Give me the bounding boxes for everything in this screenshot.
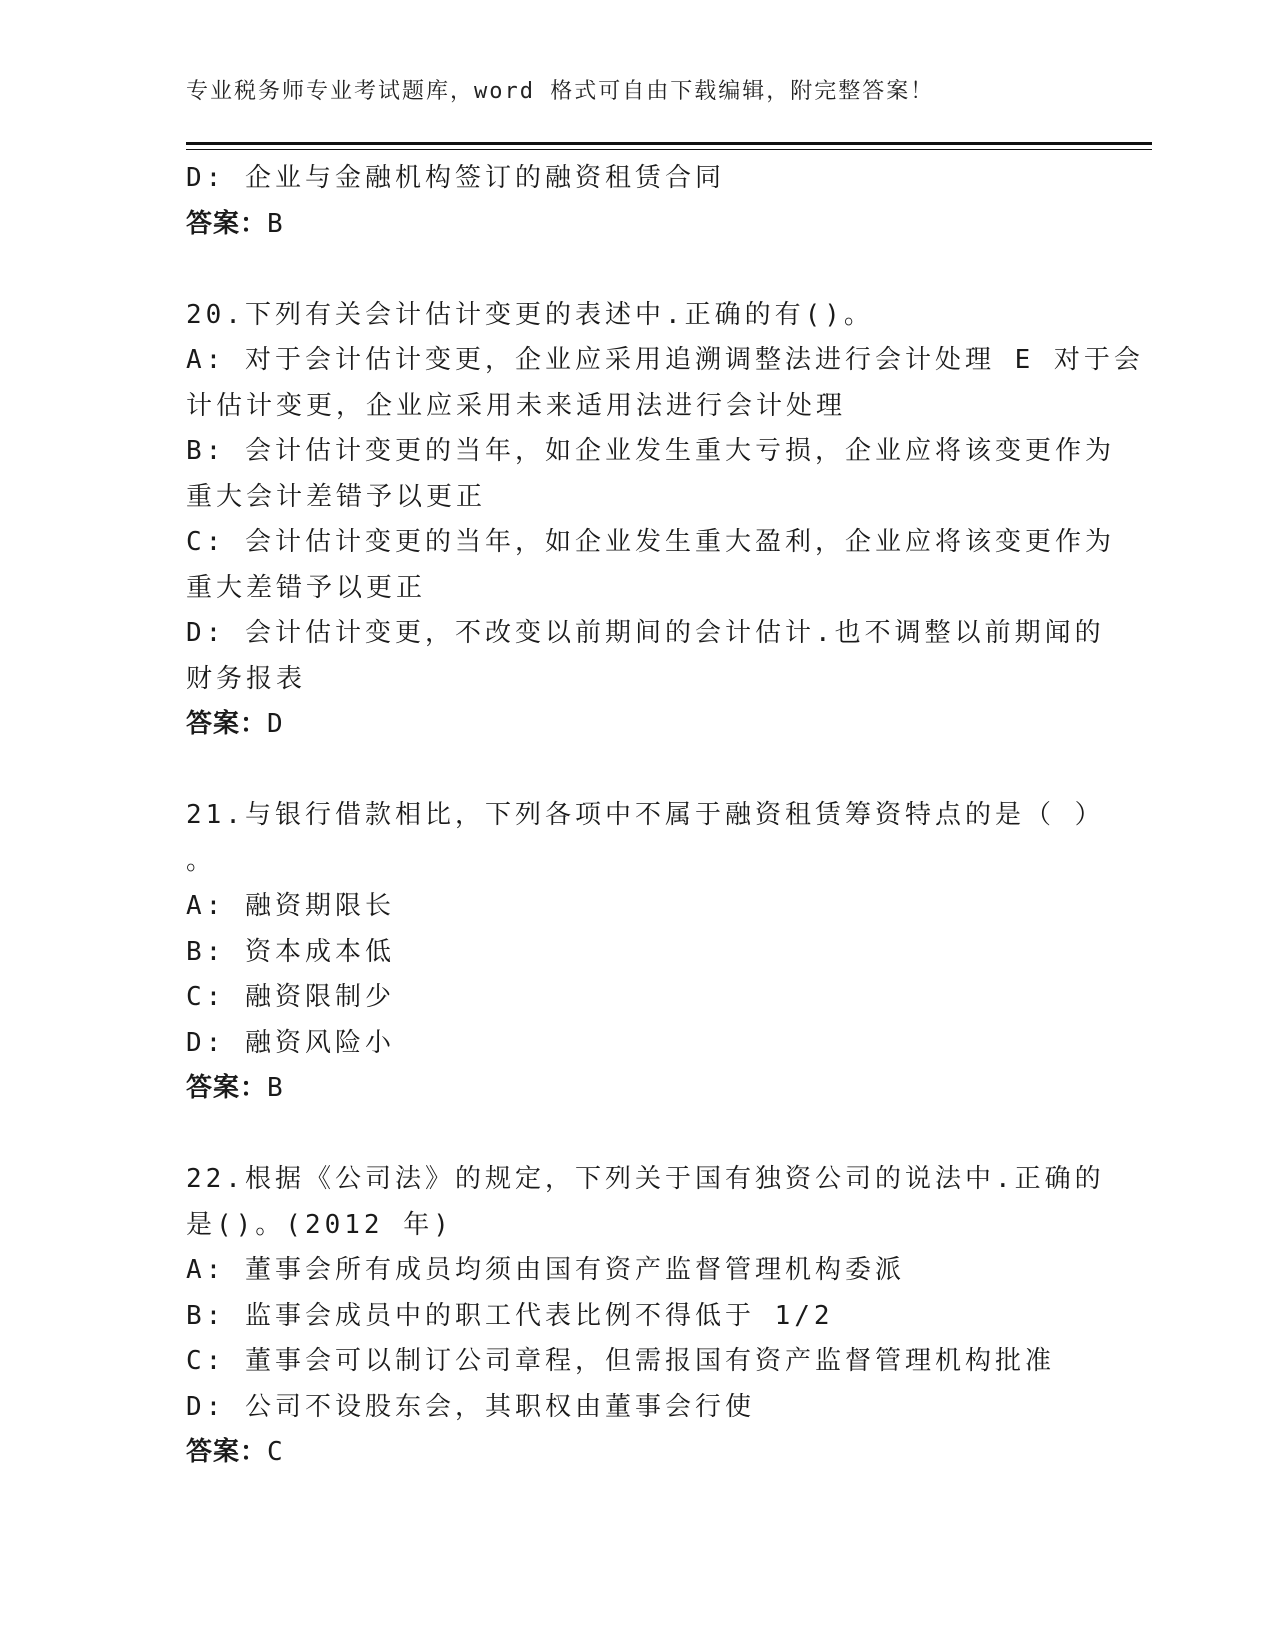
spacer (186, 247, 1086, 293)
q19-option-d: D: 企业与金融机构签订的融资租赁合同 (186, 163, 725, 193)
answer-value: C (267, 1437, 284, 1467)
answer-value: B (267, 208, 284, 239)
q19-answer (186, 202, 1086, 248)
answer-label: 答案： (186, 709, 268, 739)
question-content (186, 156, 1144, 1476)
q20-option-c-cont: 重大差错予以更正 (186, 572, 427, 603)
answer-label: 答案： (186, 1073, 268, 1103)
answer-value: B (267, 1073, 284, 1103)
q21-option-b: B: 资本成本低 (186, 936, 395, 967)
q21-option-a: A: 融资期限长 (186, 891, 395, 921)
answer-label: 答案： (186, 1437, 268, 1467)
header-rule-thick (186, 142, 1152, 145)
q20-option-c: C: 会计估计变更的当年，如企业发生重大盈利，企业应将该变更作为 (186, 527, 1115, 557)
q22-option-c: C: 董事会可以制订公司章程，但需报国有资产监督管理机构批准 (186, 1346, 1055, 1376)
q21-option-c: C: 融资限制少 (186, 982, 395, 1012)
q21-stem: 21.与银行借款相比，下列各项中不属于融资租赁筹资特点的是（ ） (186, 800, 1105, 830)
spacer (186, 1112, 1086, 1158)
q22-stem-cont: 是()。(2012 年) (186, 1209, 453, 1240)
q20-option-a-cont: 计估计变更，企业应采用未来适用法进行会计处理 (186, 390, 847, 421)
answer-value: D (267, 709, 284, 739)
spacer (186, 748, 1086, 794)
q20-option-d: D: 会计估计变更，不改变以前期间的会计估计.也不调整以前期闻的 (186, 618, 1105, 648)
q20-option-a: A: 对于会计估计变更，企业应采用追溯调整法进行会计处理 E 对于会 (186, 345, 1144, 375)
answer-label: 答案： (186, 208, 268, 239)
q21-answer (186, 1066, 1086, 1112)
q20-option-b-cont: 重大会计差错予以更正 (186, 481, 487, 512)
q21-option-d: D: 融资风险小 (186, 1027, 395, 1058)
q22-option-b: B: 监事会成员中的职工代表比例不得低于 1/2 (186, 1300, 834, 1331)
q22-option-a: A: 董事会所有成员均须由国有资产监督管理机构委派 (186, 1255, 905, 1285)
q21-stem-cont: 。 (186, 845, 217, 876)
header-rule-thin (186, 149, 1152, 150)
q20-option-d-cont: 财务报表 (186, 663, 307, 694)
q22-stem: 22.根据《公司法》的规定，下列关于国有独资公司的说法中.正确的 (186, 1164, 1105, 1194)
q20-answer (186, 702, 1086, 748)
page-header: 专业税务师专业考试题库，word 格式可自由下载编辑，附完整答案！ (186, 79, 935, 104)
q20-option-b: B: 会计估计变更的当年，如企业发生重大亏损，企业应将该变更作为 (186, 436, 1115, 466)
q20-stem: 20.下列有关会计估计变更的表述中.正确的有()。 (186, 299, 874, 330)
q22-option-d: D: 公司不设股东会，其职权由董事会行使 (186, 1391, 755, 1422)
q22-answer (186, 1430, 1086, 1476)
